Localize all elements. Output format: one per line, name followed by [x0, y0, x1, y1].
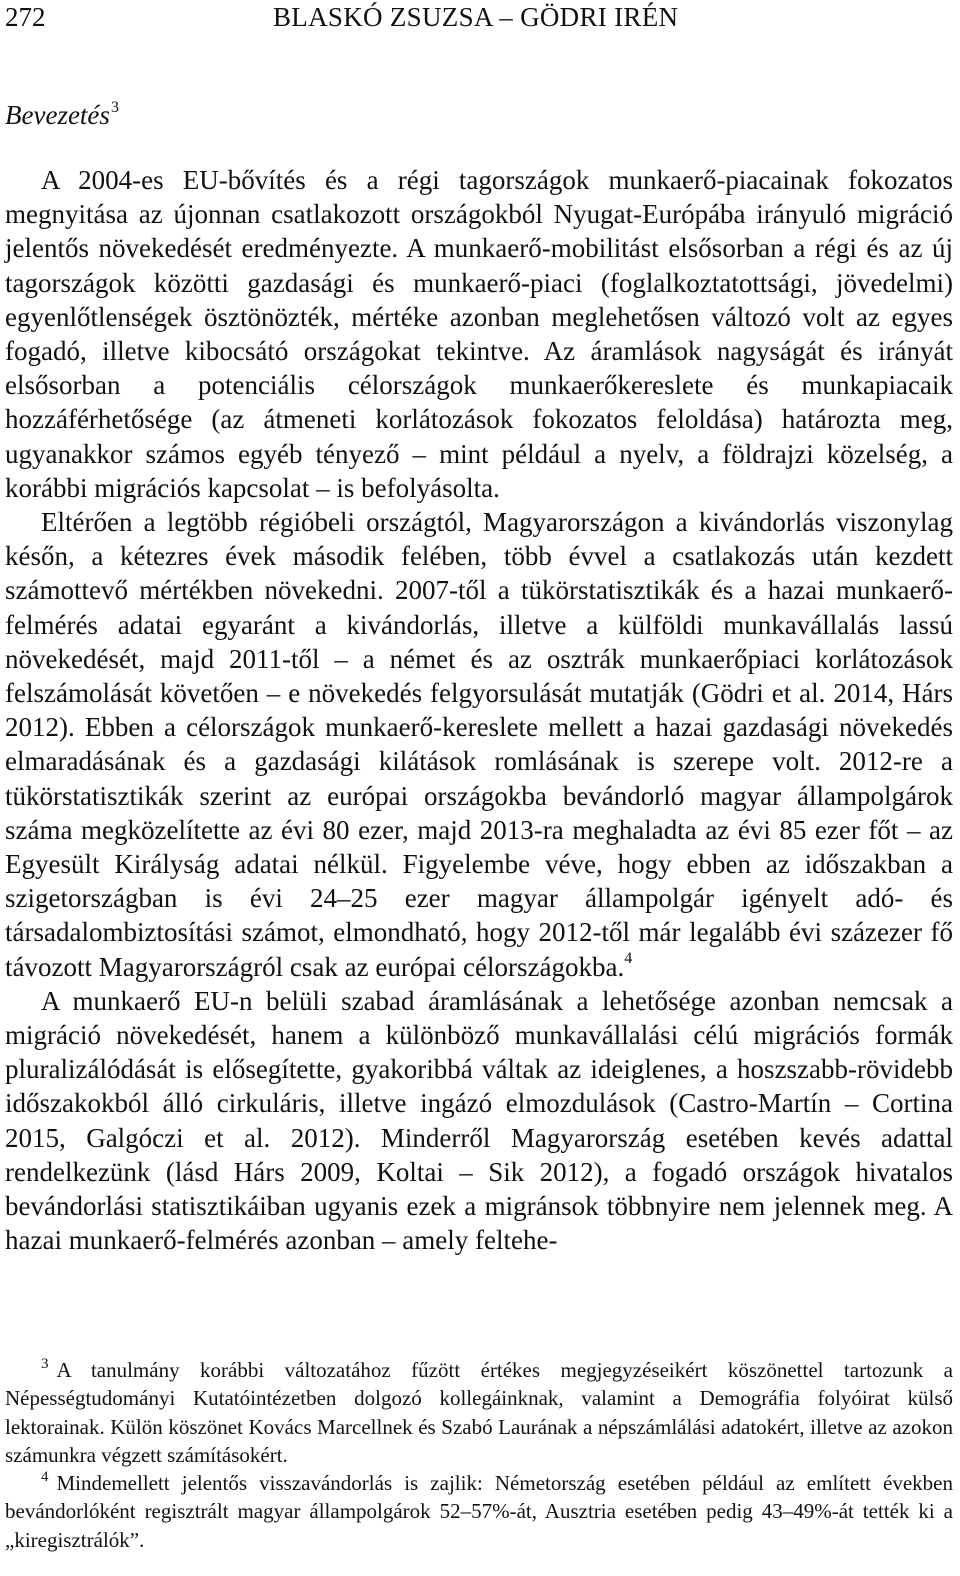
body-text: [5, 163, 953, 1258]
paragraph-3-text: A munkaerő EU-n belüli szabad áramlásának a lehetősége azonban nemcsak a migráció növekedését, hanem a különböző munkavállalási célú migrációs formák pluralizálódását is elősegítette, gyakoribbá váltak az ideiglenes, a hoszszabb-rövidebb időszakokból álló cirkuláris, illetve ingázó elmozdulások (Castro-Martín – Cortina 2015, Galgóczi et al. 2012). Minderről Magyarország esetében kevés adattal rendelkezünk (lásd Hárs 2009, Koltai – Sik 2012), a fogadó országok hivatalos bevándorlási statisztikáiban ugyanis ezek a migránsok többnyire nem jelennek meg. A hazai munkaerő-felmérés azonban – amely feltehe-: [5, 985, 953, 1256]
running-head-authors: BLASKÓ ZSUZSA – GÖDRI IRÉN: [273, 2, 679, 32]
running-head: [5, 0, 953, 40]
paragraph-1-text: A 2004-es EU-bővítés és a régi tagországok munkaerő-piacainak fokozatos megnyitása az újonnan csatlakozott országokból Nyugat-Európába irányuló migráció jelentős növekedését eredményezte. A munkaerő-mobilitást elsősorban a régi és az új tagországok közötti gazdasági és munkaerő-piaci (foglalkoztatottsági, jövedelmi) egyenlőtlenségek ösztönözték, mértéke azonban meglehetősen változó volt az egyes fogadó, illetve kibocsátó országokat tekintve. Az áramlások nagyságát és irányát elsősorban a potenciális célországok munkaerőkereslete és munkapiacaik hozzáférhetősége (az átmeneti korlátozások fokozatos feloldása) határozta meg, ugyanakkor számos egyéb tényező – mint például a nyelv, a földrajzi közelség, a korábbi migrációs kapcsolat – is befolyásolta.: [5, 165, 953, 503]
footnote-4: [5, 1469, 953, 1554]
document-page: [5, 0, 953, 1258]
footnote-3-mark: 3: [41, 1356, 49, 1372]
footnote-ref-3[interactable]: 3: [110, 99, 119, 116]
paragraph-2-text: Eltérően a legtöbb régióbeli országtól, Magyarországon a kivándorlás viszonylag későn, a kétezres évek második felében, több évvel a csatlakozás után kezdett számottevő mértékben növekedni. 2007-től a tükörstatisztikák és a hazai munkaerő-felmérés adatai egyaránt a kivándorlás, illetve a külföldi munkavállalás lassú növekedését, majd 2011-től – a német és az osztrák munkaerőpiaci korlátozások felszámolását követően – e növekedés felgyorsulását mutatják (Gödri et al. 2014, Hárs 2012). Ebben a célországok munkaerő-kereslete mellett a hazai gazdasági növekedés elmaradásának és a gazdasági kilátások romlásának is szerepe volt. 2012-re a tükörstatisztikák szerint az európai országokba bevándorló magyar állampolgárok száma megközelítette az évi 80 ezer, majd 2013-ra meghaladta az évi 85 ezer főt – az Egyesült Királyság adatai nélkül. Figyelembe véve, hogy ebben az időszakban a szigetországban is évi 24–25 ezer magyar állampolgár igényelt adó- és társadalombiztosítási számot, elmondható, hogy 2012-től már legalább évi százezer fő távozott Magyarországról csak az európai célországokba.: [5, 507, 953, 982]
section-title: Bevezetés: [5, 100, 110, 130]
footnote-4-text: Mindemellett jelentős visszavándorlás is zajlik: Németország esetében például az említett években bevándorlóként regisztrált magyar állampolgárok 52–57%-át, Ausztria esetében pedig 43–49%-át tették ki a „kiregisztrálók”.: [5, 1471, 953, 1552]
footnote-4-mark: 4: [41, 1469, 49, 1486]
paragraph-2: [5, 505, 953, 984]
paragraph-1: [5, 163, 953, 505]
page-number: 272: [5, 2, 46, 32]
paragraph-3: [5, 984, 953, 1258]
footnote-ref-4[interactable]: 4: [624, 949, 633, 967]
footnote-3: [5, 1356, 953, 1469]
footnote-3-text: A tanulmány korábbi változatához fűzött értékes megjegyzéseikért köszönettel tartozunk a Népességtudományi Kutatóintézetben dolgozó kollegáinknak, valamint a Demográfia folyóirat külső lektorainak. Külön köszönet Kovács Marcellnek és Szabó Laurának a népszámlálási adatokért, illetve az azokon számunkra végzett számításokért.: [5, 1358, 953, 1467]
footnotes: [5, 1356, 953, 1554]
section-heading: [5, 98, 953, 132]
